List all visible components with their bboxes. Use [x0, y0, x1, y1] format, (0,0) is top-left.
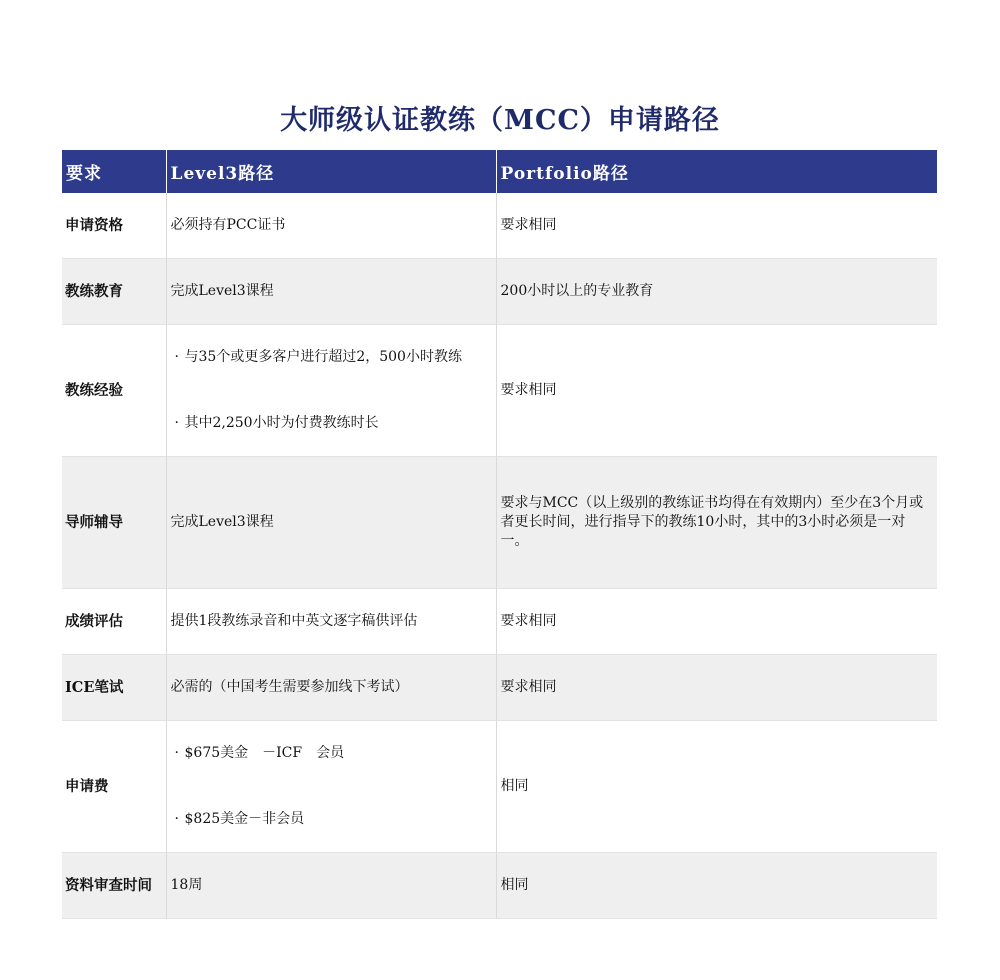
level3-cell: [166, 259, 496, 325]
level3-cell: [166, 193, 496, 259]
level3-cell: [166, 589, 496, 655]
row-label: 成绩评估: [62, 589, 166, 655]
table-row: [62, 853, 937, 919]
header-level3-path: Level3路径: [166, 150, 496, 193]
row-label: 申请费: [62, 721, 166, 853]
row-label: 教练经验: [62, 325, 166, 457]
header-portfolio-path: Portfolio路径: [496, 150, 937, 193]
row-label: 导师辅导: [62, 457, 166, 589]
row-label: ICE笔试: [62, 655, 166, 721]
cell-text: 完成Level3课程: [170, 283, 274, 299]
portfolio-cell: [496, 721, 937, 853]
header-requirement: 要求: [62, 150, 166, 193]
row-label: 申请资格: [62, 193, 166, 259]
portfolio-cell: [496, 853, 937, 919]
row-label: 资料审查时间: [62, 853, 166, 919]
row-label: 教练教育: [62, 259, 166, 325]
portfolio-cell: [496, 259, 937, 325]
level3-cell: [166, 325, 496, 457]
cell-text: 要求相同: [500, 382, 557, 398]
portfolio-cell: [496, 589, 937, 655]
level3-cell: [166, 655, 496, 721]
portfolio-cell: [496, 655, 937, 721]
bullet-text: $675美金 －ICF 会员: [184, 745, 345, 761]
table-row: [62, 721, 937, 853]
cell-text: 相同: [500, 778, 529, 794]
bullet-dot: ·: [174, 349, 179, 365]
cell-text: 相同: [500, 877, 529, 893]
cell-text: 18周: [170, 877, 203, 893]
table-header: [62, 150, 937, 193]
cell-text: 必须持有PCC证书: [170, 217, 286, 233]
header-row: [62, 150, 937, 193]
table-row: [62, 325, 937, 457]
portfolio-cell: [496, 457, 937, 589]
portfolio-cell: [496, 325, 937, 457]
table-row: [62, 589, 937, 655]
cell-text: 完成Level3课程: [170, 514, 274, 530]
level3-cell: [166, 721, 496, 853]
bullet-text: $825美金－非会员: [184, 811, 305, 827]
bullet-item: [171, 414, 492, 433]
level3-cell: [166, 457, 496, 589]
table-row: [62, 193, 937, 259]
cell-text: 要求与MCC（以上级别的教练证书均得在有效期内）至少在3个月或者更长时间，进行指导下的教练10小时，其中的3小时必须是一对一。: [500, 495, 924, 549]
requirements-table: [62, 150, 937, 919]
level3-cell: [166, 853, 496, 919]
cell-text: 要求相同: [500, 679, 557, 695]
table-row: [62, 259, 937, 325]
bullet-dot: ·: [174, 415, 179, 431]
page-title: 大师级认证教练（MCC）申请路径: [280, 105, 720, 136]
bullet-item: [171, 744, 492, 763]
bullet-text: 与35个或更多客户进行超过2，500小时教练: [184, 349, 462, 365]
bullet-dot: ·: [174, 811, 179, 827]
bullet-item: [171, 810, 492, 829]
cell-text: 提供1段教练录音和中英文逐字稿供评估: [170, 613, 418, 629]
bullet-dot: ·: [174, 745, 179, 761]
table-row: [62, 457, 937, 589]
bullet-text: 其中2,250小时为付费教练时长: [184, 415, 379, 431]
portfolio-cell: [496, 193, 937, 259]
bullet-item: [171, 348, 492, 367]
cell-text: 200小时以上的专业教育: [500, 283, 654, 299]
table-body: [62, 193, 937, 919]
cell-text: 要求相同: [500, 613, 557, 629]
table-row: [62, 655, 937, 721]
cell-text: 必需的（中国考生需要参加线下考试）: [170, 679, 409, 695]
cell-text: 要求相同: [500, 217, 557, 233]
